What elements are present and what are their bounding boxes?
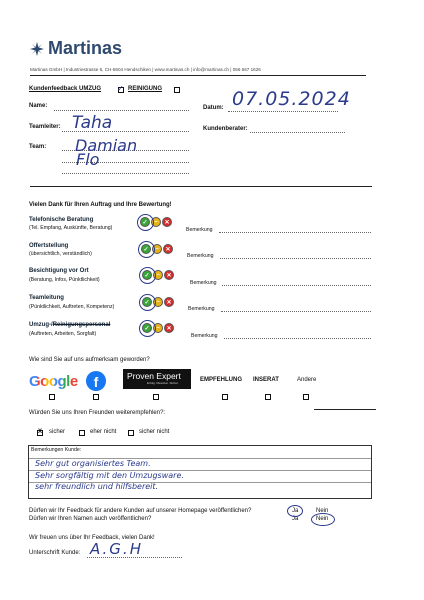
rating-bemerkung: Bemerkung bbox=[188, 306, 215, 312]
inserat-label: INSERAT bbox=[253, 377, 279, 383]
thanks-line: Vielen Dank für Ihren Auftrag und Ihre Bewertung! bbox=[29, 202, 172, 208]
proven-expert-sub: Erfolg. Messbar. Sicher. bbox=[147, 381, 179, 385]
mid-light-icon[interactable]: – bbox=[153, 270, 163, 280]
rating-bemerkung: Bemerkung bbox=[190, 280, 217, 286]
google-checkbox[interactable] bbox=[49, 394, 55, 400]
publish-question-2: Dürfen wir Ihren Namen auch veröffentlichen? bbox=[29, 516, 152, 522]
good-light-icon[interactable]: ✓ bbox=[142, 297, 152, 307]
proven-expert-checkbox[interactable] bbox=[153, 394, 159, 400]
recommend-check-mark: X bbox=[38, 429, 43, 435]
form-title: Kundenfeedback UMZUG bbox=[29, 86, 102, 92]
rating-sub: (Beratung, Infos, Pünktlichkeit) bbox=[29, 277, 100, 283]
bad-light-icon[interactable]: ✕ bbox=[162, 217, 172, 227]
reinigung-checkbox[interactable] bbox=[174, 87, 180, 93]
name-field[interactable] bbox=[54, 110, 189, 111]
publish-nein-2[interactable]: Nein bbox=[316, 516, 329, 522]
datum-label: Datum: bbox=[203, 105, 224, 111]
rating-bemerkung: Bemerkung bbox=[187, 253, 214, 259]
rating-title: Besichtigung vor Ort bbox=[29, 268, 89, 274]
mid-light-icon[interactable]: – bbox=[153, 297, 163, 307]
selection-circle bbox=[139, 267, 156, 284]
selection-circle bbox=[137, 214, 154, 231]
facebook-checkbox[interactable] bbox=[93, 394, 99, 400]
name-label: Name: bbox=[29, 103, 48, 109]
brand-name: Martinas bbox=[48, 38, 123, 58]
teamleiter-value: Taha bbox=[72, 113, 113, 133]
andere-field[interactable] bbox=[314, 409, 376, 410]
bad-light-icon[interactable]: ✕ bbox=[163, 244, 173, 254]
recommend-option-eher-nicht: eher nicht bbox=[90, 429, 117, 435]
publish-nein-1[interactable]: Nein bbox=[316, 508, 329, 514]
mid-light-icon[interactable]: – bbox=[152, 244, 162, 254]
rating-sub: (Auftreten, Arbeiten, Sorgfalt) bbox=[29, 331, 97, 337]
datum-value: 07.05.2024 bbox=[232, 88, 351, 110]
publish-ja-1-circle bbox=[287, 505, 303, 517]
inserat-checkbox[interactable] bbox=[265, 394, 271, 400]
good-light-icon[interactable]: ✓ bbox=[141, 244, 151, 254]
datum-field[interactable] bbox=[228, 111, 338, 112]
publish-question-1: Dürfen wir Ihr Feedback für andere Kunden auf unserer Homepage veröffentlichen? bbox=[29, 508, 252, 514]
bad-light-icon[interactable]: ✕ bbox=[164, 297, 174, 307]
rating-title-struck: Reinigungspersonal bbox=[52, 322, 111, 328]
good-light-icon[interactable]: ✓ bbox=[140, 217, 150, 227]
company-address: Martinas GmbH | Industriestrasse 6, CH-5604 Hendschiken | www.martinas.ch | info@martinas.ch | 056 667 1626 bbox=[30, 67, 261, 72]
publish-ja-2[interactable]: Ja bbox=[292, 516, 299, 522]
selection-circle bbox=[138, 241, 155, 258]
rating-sub: (Tel. Empfang, Auskünfte, Beratung) bbox=[29, 225, 113, 231]
bemerkung-field[interactable] bbox=[220, 258, 371, 259]
header-divider bbox=[30, 75, 366, 76]
rating-sub: (übersichtlich, verständlich) bbox=[29, 251, 92, 257]
remarks-text-1: Sehr gut organisiertes Team. bbox=[35, 459, 151, 468]
signature-value: A.G.H bbox=[90, 540, 143, 558]
source-question: Wie sind Sie auf uns aufmerksam geworden? bbox=[29, 357, 150, 363]
bad-light-icon[interactable]: ✕ bbox=[164, 323, 174, 333]
team-divider bbox=[30, 186, 372, 187]
signature-label: Unterschrift Kunde: bbox=[29, 550, 81, 556]
umzug-check-mark: ✓ bbox=[117, 84, 124, 93]
empfehlung-checkbox[interactable] bbox=[222, 394, 228, 400]
rating-title: Teamleitung bbox=[29, 295, 64, 301]
selection-circle bbox=[139, 320, 156, 337]
bemerkung-field[interactable] bbox=[224, 338, 371, 339]
remarks-text-3: sehr freundlich und hilfsbereit. bbox=[35, 482, 159, 491]
kundenberater-field[interactable] bbox=[250, 132, 345, 133]
recommend-sicher-checkbox[interactable] bbox=[37, 430, 43, 436]
brand-logo bbox=[30, 38, 122, 59]
andere-checkbox[interactable] bbox=[303, 394, 309, 400]
empfehlung-label: EMPFEHLUNG bbox=[200, 377, 242, 383]
team-value-2: Flo bbox=[76, 150, 100, 169]
publish-ja-1[interactable]: Ja bbox=[292, 508, 299, 514]
umzug-checkbox[interactable] bbox=[117, 84, 124, 93]
bad-light-icon[interactable]: ✕ bbox=[164, 270, 174, 280]
recommend-sicher-nicht-checkbox[interactable] bbox=[128, 430, 134, 436]
rating-title: Offertstellung bbox=[29, 243, 69, 249]
bemerkung-field[interactable] bbox=[219, 232, 371, 233]
recommend-eher-nicht-checkbox[interactable] bbox=[79, 430, 85, 436]
remarks-box[interactable] bbox=[28, 445, 372, 499]
selection-circle bbox=[139, 294, 156, 311]
google-logo: Google bbox=[29, 373, 78, 390]
compass-icon bbox=[30, 42, 44, 56]
team-label: Team: bbox=[29, 144, 47, 150]
footer-thanks: Wir freuen uns über Ihr Feedback, vielen Dank! bbox=[29, 535, 155, 541]
recommend-option-sicher: sicher bbox=[49, 429, 66, 435]
good-light-icon[interactable]: ✓ bbox=[142, 270, 152, 280]
team-value-1: Damian bbox=[75, 136, 138, 155]
team-field-3[interactable] bbox=[62, 173, 189, 174]
recommend-question: Würden Sie uns Ihren Freunden weiterempfehlen?: bbox=[29, 410, 166, 416]
good-light-icon[interactable]: ✓ bbox=[142, 323, 152, 333]
remarks-label: Bemerkungen Kunde: bbox=[31, 447, 82, 453]
proven-expert-name: Proven Expert bbox=[127, 371, 181, 381]
rating-title: Telefonische Beratung bbox=[29, 217, 94, 223]
bemerkung-field[interactable] bbox=[222, 285, 371, 286]
rating-bemerkung: Bemerkung bbox=[186, 227, 213, 233]
reinigung-label: REINIGUNG bbox=[128, 86, 163, 92]
kundenberater-label: Kundenberater: bbox=[203, 126, 248, 132]
andere-label: Andere bbox=[297, 377, 317, 383]
remarks-text-2: Sehr sorgfältig mit den Umzugsware. bbox=[35, 471, 184, 480]
recommend-option-sicher-nicht: sicher nicht bbox=[139, 429, 170, 435]
proven-expert-logo bbox=[123, 369, 191, 389]
rating-bemerkung: Bemerkung bbox=[191, 333, 218, 339]
teamleiter-label: Teamleiter: bbox=[29, 124, 61, 130]
mid-light-icon[interactable]: – bbox=[153, 323, 163, 333]
mid-light-icon[interactable]: – bbox=[151, 217, 161, 227]
rating-title: Umzug-/Reinigungspersonal bbox=[29, 322, 111, 328]
facebook-icon: f bbox=[86, 371, 106, 391]
publish-nein-2-circle bbox=[311, 513, 335, 526]
bemerkung-field[interactable] bbox=[221, 311, 371, 312]
rating-sub: (Pünktlichkeit, Auftreten, Kompetenz) bbox=[29, 304, 115, 310]
